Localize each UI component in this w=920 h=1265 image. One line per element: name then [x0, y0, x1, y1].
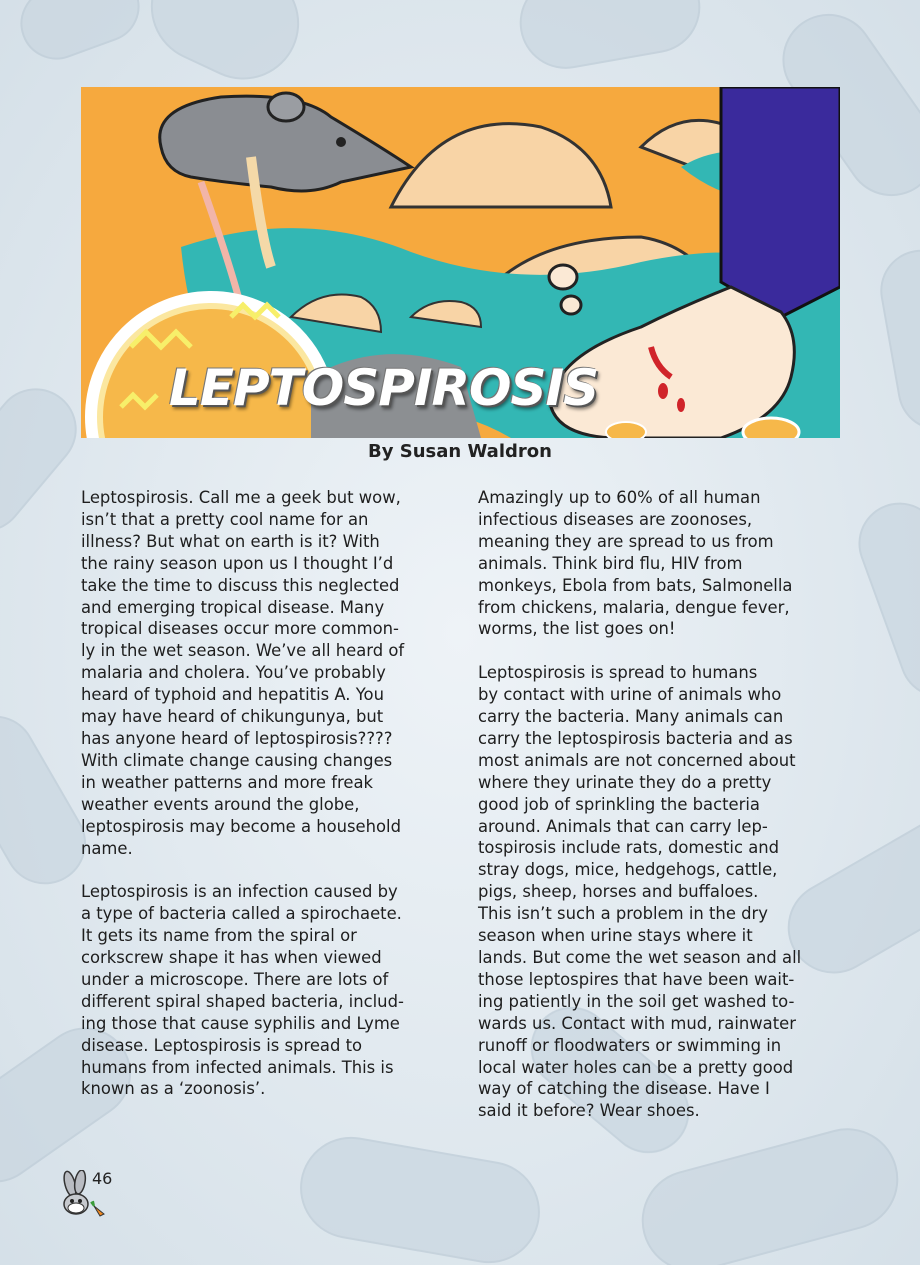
text-line: animals. Think bird flu, HIV from	[478, 553, 743, 573]
text-line: take the time to discuss this neglected	[81, 575, 400, 595]
text-line: leptospirosis may become a household	[81, 816, 402, 836]
text-line: corkscrew shape it has when viewed	[81, 948, 382, 968]
text-line: where they urinate they do a pretty	[478, 772, 772, 792]
text-line: most animals are not concerned about	[478, 750, 796, 770]
text-line: weather events around the globe,	[81, 794, 360, 814]
text-line: worms, the list goes on!	[478, 619, 676, 639]
text-line: wards us. Contact with mud, rainwater	[478, 1013, 796, 1033]
text-line: in weather patterns and more freak	[81, 772, 373, 792]
text-line: With climate change causing changes	[81, 750, 393, 770]
article-title: LEPTOSPIROSIS	[169, 359, 599, 417]
text-line: heard of typhoid and hepatitis A. You	[81, 685, 384, 705]
text-line: around. Animals that can carry lep-	[478, 816, 768, 836]
text-line: Leptospirosis is spread to humans	[478, 663, 758, 683]
text-line: illness? But what on earth is it? With	[81, 531, 380, 551]
text-line: Leptospirosis. Call me a geek but wow,	[81, 488, 401, 507]
right-column	[478, 487, 856, 1122]
text-line: lands. But come the wet season and all	[478, 948, 802, 968]
text-line: tropical diseases occur more common-	[81, 619, 399, 639]
text-line: by contact with urine of animals who	[478, 685, 782, 705]
text-line: a type of bacteria called a spirochaete.	[81, 904, 402, 924]
text-line: runoff or floodwaters or swimming in	[478, 1035, 782, 1055]
text-line: the rainy season upon us I thought I’d	[81, 553, 394, 573]
text-line: monkeys, Ebola from bats, Salmonella	[478, 575, 793, 595]
text-line: stray dogs, mice, hedgehogs, cattle,	[478, 860, 778, 880]
text-line: carry the leptospirosis bacteria and as	[478, 728, 793, 748]
text-line: name.	[81, 838, 133, 858]
text-line: known as a ‘zoonosis’.	[81, 1079, 266, 1099]
text-line: ing patiently in the soil get washed to-	[478, 991, 795, 1011]
text-line: has anyone heard of leptospirosis????	[81, 728, 393, 748]
paragraph-gap	[81, 859, 459, 881]
paragraph-gap	[478, 640, 856, 662]
text-line: Leptospirosis is an infection caused by	[81, 882, 398, 902]
text-line: This isn’t such a problem in the dry	[478, 904, 768, 924]
text-line: may have heard of chikungunya, but	[81, 707, 384, 727]
text-line: ly in the wet season. We’ve all heard of	[81, 641, 405, 661]
text-line: season when urine stays where it	[478, 926, 753, 946]
text-line: isn’t that a pretty cool name for an	[81, 509, 369, 529]
text-line: humans from infected animals. This is	[81, 1057, 394, 1077]
text-line: and emerging tropical disease. Many	[81, 597, 385, 617]
text-line: infectious diseases are zoonoses,	[478, 509, 753, 529]
text-line: ing those that cause syphilis and Lyme	[81, 1013, 400, 1033]
byline: By Susan Waldron	[368, 441, 552, 462]
text-line: those leptospires that have been wait-	[478, 969, 795, 989]
text-line: under a microscope. There are lots of	[81, 969, 389, 989]
text-line: said it before? Wear shoes.	[478, 1101, 700, 1121]
text-line: It gets its name from the spiral or	[81, 926, 357, 946]
text-line: good job of sprinkling the bacteria	[478, 794, 760, 814]
text-line: disease. Leptospirosis is spread to	[81, 1035, 363, 1055]
text-line: tospirosis include rats, domestic and	[478, 838, 780, 858]
text-line: carry the bacteria. Many animals can	[478, 707, 784, 727]
left-column	[81, 487, 459, 1100]
text-line: pigs, sheep, horses and buffaloes.	[478, 882, 759, 902]
text-line: local water holes can be a pretty good	[478, 1057, 794, 1077]
page-number: 46	[92, 1169, 113, 1188]
text-line: Amazingly up to 60% of all human	[478, 488, 761, 507]
text-line: from chickens, malaria, dengue fever,	[478, 597, 790, 617]
text-line: meaning they are spread to us from	[478, 531, 774, 551]
hero-illustration	[81, 87, 840, 438]
text-line: different spiral shaped bacteria, includ-	[81, 991, 404, 1011]
text-line: way of catching the disease. Have I	[478, 1079, 770, 1099]
text-line: malaria and cholera. You’ve probably	[81, 663, 386, 683]
